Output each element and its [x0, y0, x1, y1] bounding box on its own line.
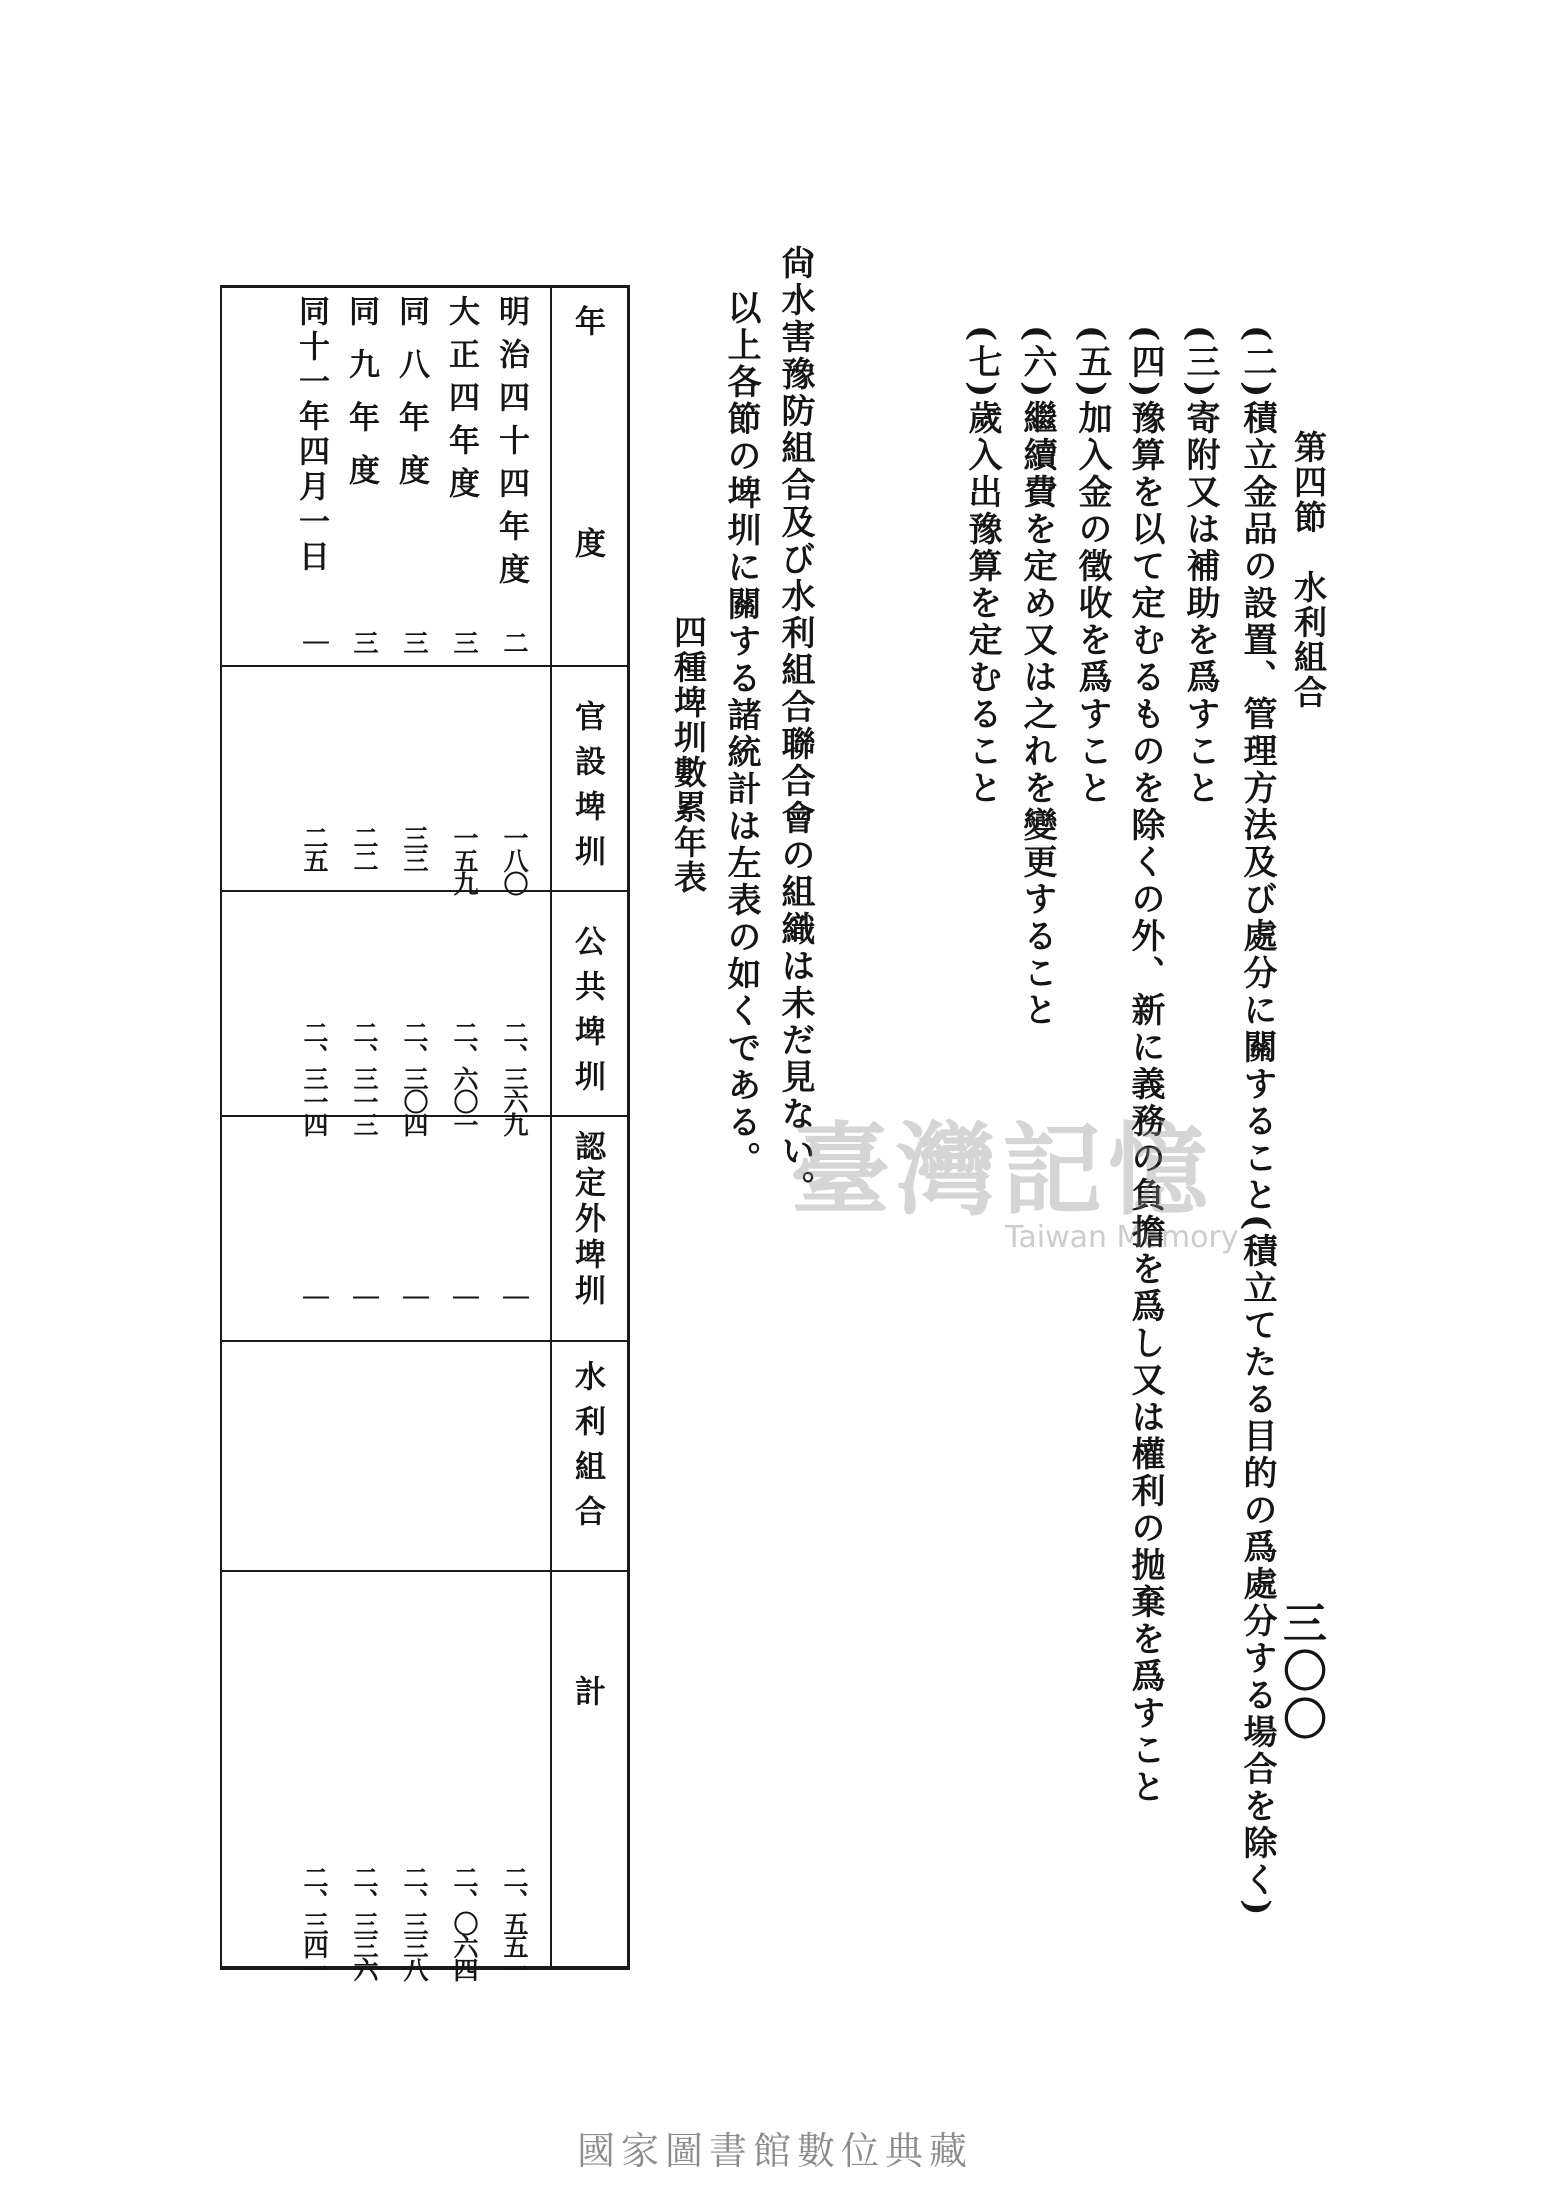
watermark-logo	[790, 1090, 1270, 1260]
page-number: 三〇〇	[1275, 1600, 1326, 1744]
header-association: 水利組合	[569, 1360, 605, 1540]
cell-public: 一五九	[450, 825, 479, 894]
cell-unofficial: 二、六〇一	[450, 1020, 479, 1135]
list-item: (四)豫算を以て定むるものを除くの外、新に義務の負擔を爲し又は權利の抛棄を爲すこと	[1125, 325, 1165, 1807]
table-row-year: 同九年度	[343, 295, 379, 507]
cell-association: ｜	[300, 1285, 329, 1308]
cell-official: 二	[500, 630, 529, 653]
table-row-year: 明治四十四年度	[493, 295, 529, 596]
header-public: 公共埤圳	[569, 925, 605, 1105]
cell-association: ｜	[450, 1285, 479, 1308]
cell-total: 二、三三八	[400, 1865, 429, 1980]
column-divider	[220, 1340, 630, 1342]
cell-total: 二、〇六四	[450, 1865, 479, 1980]
list-item: (三)寄附又は補助を爲すこと	[1180, 325, 1220, 808]
list-item: (六)繼續費を定め又は之れを變更すること	[1017, 325, 1057, 1030]
watermark-subtext: Taiwan Memory	[1005, 1220, 1239, 1255]
column-divider	[220, 665, 630, 667]
header-unofficial: 認定外埤圳	[569, 1130, 605, 1310]
cell-official: 三	[350, 630, 379, 653]
table-header-rule	[550, 285, 552, 1970]
cell-public: 二二	[350, 825, 379, 871]
list-item: (七)歲入出豫算を定むること	[962, 325, 1002, 808]
header-total: 計	[569, 1675, 605, 1706]
note-paragraph: 以上各節の埤圳に關する諸統計は左表の如くである。	[721, 290, 761, 1178]
cell-public: 二五	[300, 825, 329, 871]
cell-association: ｜	[400, 1285, 429, 1308]
table-top-rule	[220, 285, 630, 288]
cell-total: 二、五五一	[500, 1865, 529, 1980]
watermark-text: 臺灣記憶	[790, 1111, 1214, 1229]
cell-public: 三三	[400, 825, 429, 871]
year-era: 大正四年度	[443, 295, 479, 510]
cell-total: 二、三三六	[350, 1865, 379, 1980]
column-divider	[220, 890, 630, 892]
table-row-year: 同十一年四月一日	[293, 295, 329, 575]
cell-official: 三	[400, 630, 429, 653]
cell-unofficial: 二、三一三	[350, 1020, 379, 1135]
cell-association: ｜	[350, 1285, 379, 1308]
cell-public: 一八〇	[500, 825, 529, 894]
table-right-rule	[627, 285, 630, 1970]
list-item: (五)加入金の徵收を爲すこと	[1072, 325, 1112, 808]
column-divider	[220, 1570, 630, 1572]
header-official: 官設埤圳	[569, 700, 605, 880]
cell-official: ｜	[300, 630, 329, 653]
cell-total: 二、三四一	[300, 1865, 329, 1980]
note-paragraph: 尙水害豫防組合及び水利組合聯合會の組織は未だ見ない。	[775, 245, 815, 1207]
table-row-year: 同八年度	[393, 295, 429, 507]
cell-unofficial: 二、三一四	[300, 1020, 329, 1135]
footer-credit: 國家圖書館數位典藏	[576, 2129, 973, 2173]
list-item: (二)積立金品の設置、管理方法及び處分に關すること(積立てたる目的の爲處分する場合を除く)	[1237, 325, 1277, 1919]
cell-official: 三	[450, 630, 479, 653]
table-left-rule	[220, 285, 222, 1970]
cell-unofficial: 二、三六九	[500, 1020, 529, 1135]
cell-unofficial: 二、三〇四	[400, 1020, 429, 1135]
table-title: 四種埤圳數累年表	[669, 615, 708, 895]
statistics-table	[220, 285, 630, 1980]
table-row-year	[439, 295, 484, 510]
section-heading: 第四節 水利組合	[1289, 430, 1328, 710]
header-year: 年 度	[569, 305, 605, 564]
cell-association: ｜	[500, 1285, 529, 1308]
